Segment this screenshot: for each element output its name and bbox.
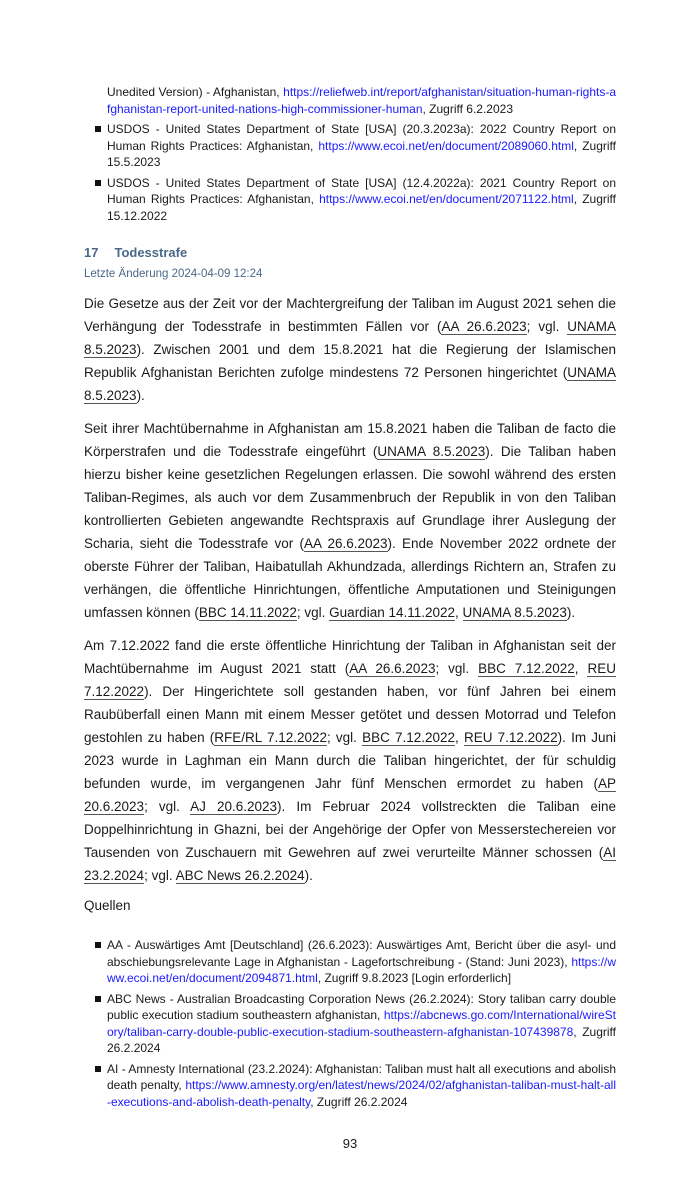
reference-text: ABC News - Australian Broadcasting Corporation News (26.2.2024): Story taliban carry double public execution stadium southeastern afghanistan, xyxy=(107,991,616,1022)
section-title: Todesstrafe xyxy=(114,245,188,260)
reference-item xyxy=(84,84,616,117)
paragraph-text: , xyxy=(455,730,464,745)
reference-link[interactable]: https://abcnews.go.com/International/wireStory/taliban-carry-double-public-execution-stadium-southeastern-afghanistan-107439878 xyxy=(107,1008,616,1039)
reference-link[interactable]: https://reliefweb.int/report/afghanistan/situation-human-rights-afghanistan-report-united-nations-high-commissioner-human xyxy=(107,85,616,116)
paragraph-text: ; vgl. xyxy=(144,799,191,814)
reference-item xyxy=(84,121,616,171)
bullet-icon xyxy=(95,996,101,1002)
paragraph-text: Die Gesetze aus der Zeit vor der Machtergreifung der Taliban im August 2021 sehen die Verhängung der Todesstrafe in bestimmten Fällen vor ( xyxy=(84,296,616,334)
citation-link[interactable]: BBC 7.12.2022 xyxy=(362,730,456,745)
paragraph xyxy=(84,292,616,407)
paragraph-text: ). Im Juni 2023 wurde in Laghman ein Mann durch die Taliban hingerichtet, der für schuldig befunden wurde, im vergangenen Jahr fünf Menschen ermordet zu haben ( xyxy=(84,730,616,791)
paragraph-text: ). Zwischen 2001 und dem 15.8.2021 hat die Regierung der Islamischen Republik Afghanistan Berichten zufolge mindestens 72 Personen hingerichtet ( xyxy=(84,342,616,380)
citation-link[interactable]: UNAMA 8.5.2023 xyxy=(377,444,486,459)
paragraph-text: ; vgl. xyxy=(144,868,176,883)
paragraph-text: ). Im Februar 2024 vollstreckten die Taliban eine Doppelhinrichtung in Ghazni, bei der Angehörige der Opfer von Messerstechereien vor Tausenden von Zuschauern mit Gewehren auf zwei verurteilte Männer schossen ( xyxy=(84,799,616,860)
bullet-icon xyxy=(95,126,101,132)
paragraph-text: Seit ihrer Machtübernahme in Afghanistan am 15.8.2021 haben die Taliban de facto die Körperstrafen und die Todesstrafe eingeführt ( xyxy=(84,421,616,459)
reference-text: USDOS - United States Department of State [USA] (12.4.2022a): 2021 Country Report on Human Rights Practices: Afghanistan, xyxy=(107,175,616,206)
paragraph-text: ). xyxy=(136,388,145,403)
paragraph xyxy=(84,634,616,887)
sources-list xyxy=(84,937,616,1110)
reference-link[interactable]: https://www.amnesty.org/en/latest/news/2024/02/afghanistan-taliban-must-halt-all-executions-and-abolish-death-penalty xyxy=(107,1078,616,1109)
reference-access-date: , Zugriff 26.2.2024 xyxy=(107,1024,616,1055)
paragraph-text: ; vgl. xyxy=(526,319,568,334)
citation-link[interactable]: ABC News 26.2.2024 xyxy=(175,868,305,883)
citation-link[interactable]: UNAMA 8.5.2023 xyxy=(84,319,616,357)
paragraph-text: ; vgl. xyxy=(327,730,363,745)
citation-link[interactable]: UNAMA 8.5.2023 xyxy=(84,365,616,403)
paragraph-text: , xyxy=(574,661,588,676)
citation-link[interactable]: AI 23.2.2024 xyxy=(84,845,616,883)
paragraph-text: Am 7.12.2022 fand die erste öffentliche Hinrichtung der Taliban in Afghanistan seit der Machtübernahme im August 2021 statt ( xyxy=(84,638,616,676)
paragraph-text: ; vgl. xyxy=(435,661,479,676)
reference-access-date: , Zugriff 26.2.2024 xyxy=(310,1094,408,1109)
section-number: 17 xyxy=(84,245,99,260)
paragraph-text: ). Ende November 2022 ordnete der oberste Führer der Taliban, Haibatullah Akhundzada, allerdings Richtern an, Strafen zu verhängen, die öffentliche Hinrichtungen, öffentliche Amputationen und Steinigungen umfassen können ( xyxy=(84,536,616,620)
paragraph-text: ). xyxy=(566,605,576,620)
citation-link[interactable]: RFE/RL 7.12.2022 xyxy=(214,730,328,745)
paragraph-text: ). Der Hingerichtete soll gestanden haben, vor fünf Jahren bei einem Raubüberfall einen Mann mit einem Messer getötet und dessen Motorrad und Telefon gestohlen zu haben ( xyxy=(84,684,616,745)
section-body xyxy=(84,292,616,887)
page-number: 93 xyxy=(342,1136,358,1151)
paragraph-text: , xyxy=(455,605,463,620)
reference-text: AA - Auswärtiges Amt [Deutschland] (26.6.2023): Auswärtiges Amt, Bericht über die asyl- und abschiebungsrelevante Lage in Afghanistan - Lagefortschreibung - (Stand: Juni 2023), xyxy=(107,938,616,969)
citation-link[interactable]: BBC 7.12.2022 xyxy=(478,661,575,676)
reference-text: AI - Amnesty International (23.2.2024): Afghanistan: Taliban must halt all executions and abolish death penalty, xyxy=(107,1061,616,1092)
citation-link[interactable]: AA 26.6.2023 xyxy=(349,661,436,676)
sources-label: Quellen xyxy=(84,898,131,913)
citation-link[interactable]: AA 26.6.2023 xyxy=(441,319,527,334)
citation-link[interactable]: Guardian 14.11.2022 xyxy=(329,605,456,620)
reference-access-date: , Zugriff 9.8.2023 [Login erforderlich] xyxy=(317,971,512,985)
reference-item xyxy=(84,175,616,225)
bullet-icon xyxy=(95,1066,101,1072)
citation-link[interactable]: REU 7.12.2022 xyxy=(463,730,558,745)
reference-access-date: , Zugriff 15.12.2022 xyxy=(107,192,616,223)
citation-link[interactable]: UNAMA 8.5.2023 xyxy=(462,605,567,620)
reference-link[interactable]: https://www.ecoi.net/en/document/2094871.html xyxy=(107,954,616,985)
previous-section-references xyxy=(84,84,616,224)
last-change-date: Letzte Änderung 2024-04-09 12:24 xyxy=(84,268,263,280)
reference-link[interactable]: https://www.ecoi.net/en/document/2089060.html xyxy=(318,138,574,153)
reference-text: Unedited Version) - Afghanistan, xyxy=(107,85,284,99)
citation-link[interactable]: AP 20.6.2023 xyxy=(84,776,616,814)
reference-text: USDOS - United States Department of State [USA] (20.3.2023a): 2022 Country Report on Human Rights Practices: Afghanistan, xyxy=(107,122,616,153)
citation-link[interactable]: AJ 20.6.2023 xyxy=(190,799,278,814)
citation-link[interactable]: BBC 14.11.2022 xyxy=(198,605,297,620)
paragraph xyxy=(84,417,616,624)
reference-item xyxy=(84,937,616,987)
reference-access-date: , Zugriff 15.5.2023 xyxy=(107,138,616,169)
reference-access-date: , Zugriff 6.2.2023 xyxy=(422,101,514,116)
paragraph-text: ). xyxy=(304,868,313,883)
citation-link[interactable]: AA 26.6.2023 xyxy=(303,536,388,551)
bullet-icon xyxy=(95,942,101,948)
citation-link[interactable]: REU 7.12.2022 xyxy=(84,661,616,699)
bullet-icon xyxy=(95,180,101,186)
reference-item xyxy=(84,1061,616,1111)
section-heading xyxy=(84,244,616,261)
paragraph-text: ; vgl. xyxy=(296,605,330,620)
reference-link[interactable]: https://www.ecoi.net/en/document/2071122.html xyxy=(319,192,574,206)
reference-item xyxy=(84,991,616,1057)
paragraph-text: ). Die Taliban haben hierzu bisher keine gesetzlichen Regelungen erlassen. Die sowohl während des ersten Taliban-Regimes, als auch vor dem Zusammenbruch der Republik in von den Taliban kontrollierten Gebieten angewandte Rechtspraxis auf Grundlage ihrer Auslegung der Scharia, sieht die Todesstrafe vor ( xyxy=(84,444,617,551)
